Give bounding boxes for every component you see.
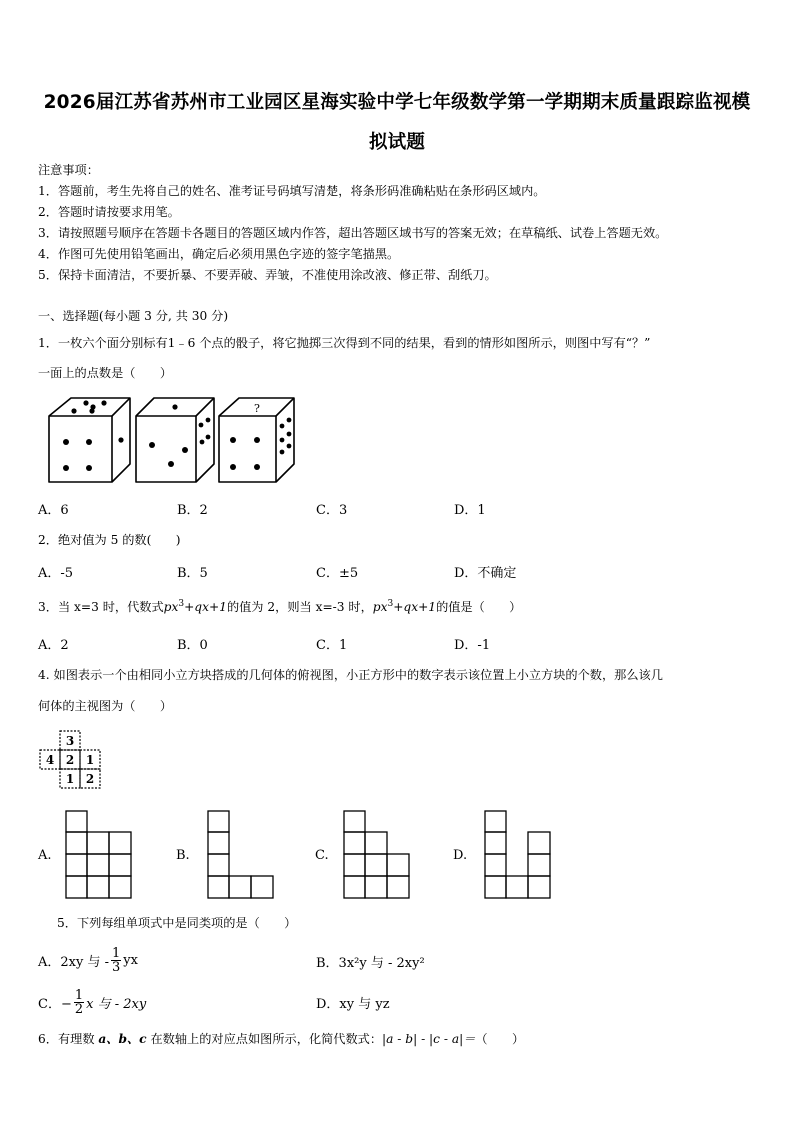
q1-option-d: D．1: [454, 503, 486, 518]
q1-option-a: A．6: [38, 503, 69, 518]
q5-option-c: [38, 982, 146, 1022]
q3-expr-c: px: [372, 600, 388, 614]
q1-stem: 1．一枚六个面分别标有1﹣6 个点的骰子，将它抛掷三次得到不同的结果，看到的情形如图所示，则图中写有“？”: [38, 336, 651, 350]
q1-stem-cont: 一面上的点数是（ ）: [38, 366, 173, 380]
q1-option-c: C．3: [316, 503, 348, 518]
notice-item: 3．请按照题号顺序在答题卡各题目的答题区域内作答，超出答题区域书写的答案无效；在草稿纸、试卷上答题无效。: [38, 226, 668, 240]
q4-stem-cont: 何体的主视图为（ ）: [38, 699, 173, 713]
q3-expr-b: +qx+1: [184, 600, 227, 614]
q6-stem: [38, 1030, 524, 1047]
top-view-grid: [36, 727, 108, 789]
q5-option-a: [38, 940, 138, 980]
grid-number: 1: [65, 772, 75, 786]
q5-option-a-pre: A．2xy 与 -: [38, 954, 109, 970]
page-title: 2026届江苏省苏州市工业园区星海实验中学七年级数学第一学期期末质量跟踪监视模: [43, 92, 751, 113]
q3-option-d: D．-1: [454, 638, 491, 653]
q4-option-d-label: D.: [453, 848, 468, 863]
q1-option-b: B．2: [177, 503, 208, 518]
q3-option-c: C．1: [316, 638, 348, 653]
dice-figure: [44, 394, 304, 490]
q6-text-c: （ ）: [475, 1032, 525, 1046]
q4-option-c-label: C.: [315, 848, 329, 863]
fraction-numerator: 1: [74, 987, 84, 1003]
q2-stem: 2．绝对值为 5 的数( ): [38, 533, 181, 547]
grid-number: 2: [85, 772, 95, 786]
q5-stem: 5．下列每组单项式中是同类项的是（ ）: [57, 916, 297, 930]
page-title-line2: 拟试题: [368, 132, 426, 153]
q3-expr-a: px: [163, 600, 179, 614]
fraction-numerator: 1: [112, 945, 121, 961]
q4-option-b-label: B.: [176, 848, 190, 863]
fraction-denominator: 3: [112, 959, 121, 975]
grid-number: 3: [65, 734, 75, 748]
q3-exponent-2: 3: [387, 598, 394, 609]
q5-option-c-pre: C．−: [38, 996, 72, 1012]
q3-option-a: A．2: [38, 638, 69, 653]
notice-item: 4．作图可先使用铅笔画出，确定后必须用黑色字迹的签字笔描黑。: [38, 247, 400, 261]
q3-stem: [38, 598, 521, 615]
q3-text-a: 3．当 x=3 时，代数式: [38, 600, 164, 614]
q2-option-b: B．5: [177, 566, 208, 581]
q3-text-c: 的值是（ ）: [436, 600, 522, 614]
grid-number: 2: [65, 753, 75, 767]
q6-expression: |a - b| - |c - a|＝: [382, 1032, 476, 1046]
grid-number: 4: [45, 753, 55, 767]
q5-option-d: D．xy 与 yz: [316, 997, 390, 1012]
q2-option-c: C．±5: [316, 566, 359, 581]
notice-item: 2．答题时请按要求用笔。: [38, 205, 180, 219]
q3-exponent: 3: [178, 598, 185, 609]
q5-option-b: B．3x²y 与 - 2xy²: [316, 956, 425, 971]
q4-option-a-figure: [65, 810, 133, 900]
fraction-denominator: 2: [74, 1001, 84, 1017]
q6-text-b: 在数轴上的对应点如图所示，化简代数式：: [146, 1032, 383, 1046]
q3-expr-d: +qx+1: [393, 600, 437, 614]
q6-text-a: 6．有理数: [38, 1032, 99, 1046]
q4-option-a-label: A.: [38, 848, 52, 863]
q3-text-b: 的值为 2，则当 x=-3 时，: [226, 600, 373, 614]
q4-option-d-figure: [484, 810, 554, 900]
notice-heading: 注意事项：: [38, 163, 99, 177]
notice-item: 5．保持卡面清洁，不要折暴、不要弄破、弄皱，不准使用涂改液、修正带、刮纸刀。: [38, 268, 497, 282]
q2-option-a: A．-5: [38, 566, 74, 581]
q4-stem: 4. 如图表示一个由相同小立方块搭成的几何体的俯视图，小正方形中的数字表示该位置上小立方块的个数，那么该几: [38, 668, 663, 682]
section-heading: 一、选择题(每小题 3 分, 共 30 分): [38, 309, 229, 323]
grid-number: 1: [85, 753, 95, 767]
q2-option-d: D．不确定: [454, 566, 517, 581]
q4-option-b-figure: [207, 810, 275, 900]
q3-option-b: B．0: [177, 638, 208, 653]
q5-option-a-fraction: [111, 947, 121, 974]
notice-item: 1．答题前，考生先将自己的姓名、准考证号码填写清楚，将条形码准确粘贴在条形码区域内。: [38, 184, 546, 198]
q5-option-a-post: yx: [123, 952, 138, 968]
q5-option-c-post: x 与 - 2xy: [86, 996, 147, 1012]
q5-option-c-fraction: [74, 989, 84, 1016]
q6-vars: a、b、c: [98, 1032, 147, 1046]
question-mark-label: ?: [254, 402, 260, 415]
q4-option-c-figure: [343, 810, 411, 900]
